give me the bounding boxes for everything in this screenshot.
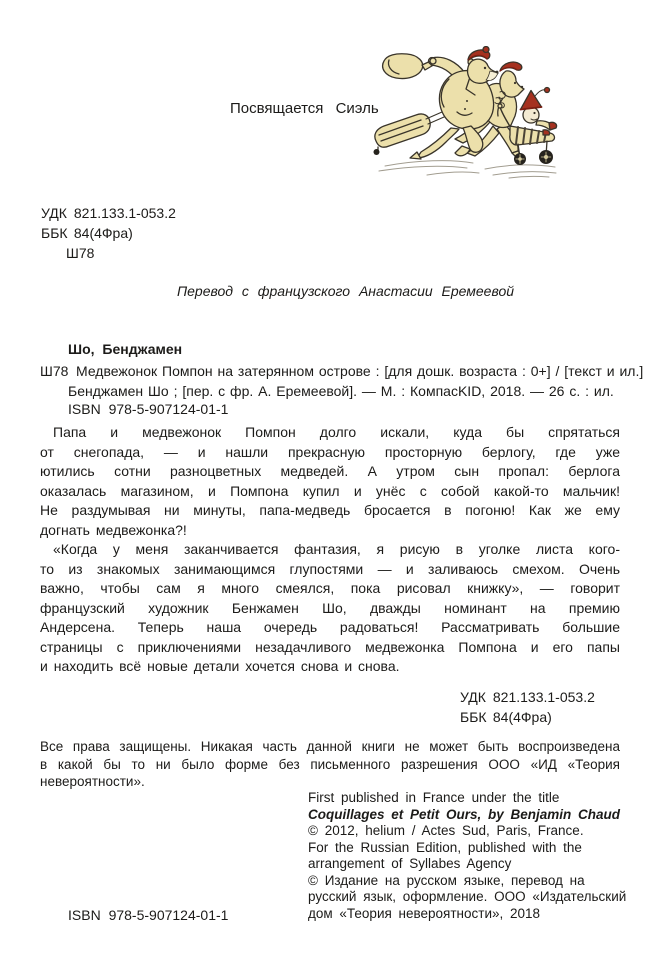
copyright-line: First published in France under the title xyxy=(308,790,560,805)
banjo-case xyxy=(383,54,440,79)
text-line: Бенджамен Шо ; [пер. с фр. А. Еремеевой]. — М. : КомпасKID, 2018. — 26 с. : ил. xyxy=(68,383,614,399)
ground-strokes xyxy=(379,161,556,178)
isbn-bottom: ISBN 978-5-907124-01-1 xyxy=(68,907,229,923)
text-line: Папа и медвежонок Помпон долго искали, куда бы спрятаться xyxy=(53,424,620,440)
classification-block-top xyxy=(41,203,176,263)
text-line: «Когда у меня заканчивается фантазия, я рисую в уголке листа кого- xyxy=(53,541,620,557)
original-title: Coquillages et Petit Ours, by Benjamin Chaud xyxy=(308,806,621,822)
text-line: и находить всё новые детали хочется снова и снова. xyxy=(40,658,400,674)
catalog-author-sign: Ш78 xyxy=(40,363,69,379)
udk-label: УДК xyxy=(460,689,486,705)
rights-notice xyxy=(40,738,620,791)
bbk-row xyxy=(460,707,595,727)
udk-value: 821.133.1-053.2 xyxy=(492,689,595,705)
text-line: то из знакомых занимающимся глупостями — и заливаюсь смехом. Очень xyxy=(40,560,620,577)
copyright-line: arrangement of Syllabes Agency xyxy=(308,856,512,871)
text-line: французский художник Бенжамен Шо, дважды номинант на премию xyxy=(40,599,620,616)
copyright-line: © 2012, helium / Actes Sud, Paris, France. xyxy=(308,823,584,838)
copyright-line: русский язык, оформление. ООО «Издательский xyxy=(308,889,627,904)
bbk-value: 84(4Фра) xyxy=(492,709,552,725)
dedication-text: Посвящается Сиэль xyxy=(230,100,379,117)
udk-value: 821.133.1-053.2 xyxy=(73,205,176,221)
text-line: догнать медвежонка?! xyxy=(40,521,187,538)
udk-label: УДК xyxy=(41,205,67,221)
bbk-label: ББК xyxy=(460,709,487,725)
text-line: от снегопада, — и нашли прекрасную просторную берлогу, где уже xyxy=(40,443,620,460)
hat-pompom xyxy=(483,47,489,53)
isbn-top: ISBN 978-5-907124-01-1 xyxy=(68,401,229,417)
annotation xyxy=(40,423,620,677)
text-line: в какой бы то ни было форме без письменного разрешения ООО «ИД «Теория xyxy=(40,756,620,772)
udk-row xyxy=(41,203,176,223)
text-line: оказалась магазином, и Помпона купил и унёс с собой какой-то мальчик! xyxy=(40,482,620,499)
bbk-label: ББК xyxy=(41,225,68,241)
bbk-row xyxy=(41,223,176,243)
text-line: Андерсена. Теперь наша очередь радоваться! Рассматривать большие xyxy=(40,619,620,635)
text-line: Не раздумывая ни минуты, папа-медведь бросается в погоню! Как же ему xyxy=(40,502,620,518)
classification-block-bottom xyxy=(460,687,595,727)
text-line: невероятности». xyxy=(40,774,145,789)
author-sign: Ш78 xyxy=(66,245,95,261)
bbk-value: 84(4Фра) xyxy=(73,225,133,241)
text-line: Все права защищены. Никакая часть данной книги не может быть воспроизведена xyxy=(40,739,620,754)
catalog-author: Шо, Бенджамен xyxy=(68,341,183,357)
udk-row xyxy=(460,687,595,707)
copyright-line: © Издание на русском языке, перевод на xyxy=(308,872,585,888)
text-line: страницы с приключениями незадачливого медвежонка Помпона и его папы xyxy=(40,638,620,655)
translator-credit: Перевод с французского Анастасии Еремеевой xyxy=(177,283,515,299)
catalog-entry xyxy=(68,361,644,401)
text-line: важно, чтобы сам я много смеялся, пока рисовал книжку», — говорит xyxy=(40,580,620,596)
bear-family-illustration xyxy=(369,46,559,180)
annotation-paragraph-1 xyxy=(40,423,620,540)
baby-red-shoe-2 xyxy=(543,130,550,135)
text-line: Медвежонок Помпон на затерянном острове : [для дошк. возраста : 0+] / [текст и ил.] xyxy=(76,363,644,379)
baby-red-shoe xyxy=(549,122,557,130)
copyright-block xyxy=(308,790,627,922)
text-line: ютились сотни разноцветных медведей. А утром сын пропал: берлога xyxy=(40,463,620,479)
annotation-paragraph-2 xyxy=(40,540,620,677)
copyright-line: дом «Теория невероятности», 2018 xyxy=(308,905,541,921)
copyright-line: For the Russian Edition, published with the xyxy=(308,839,582,855)
papa-hand xyxy=(430,58,436,64)
mama-red-beret xyxy=(500,62,522,71)
